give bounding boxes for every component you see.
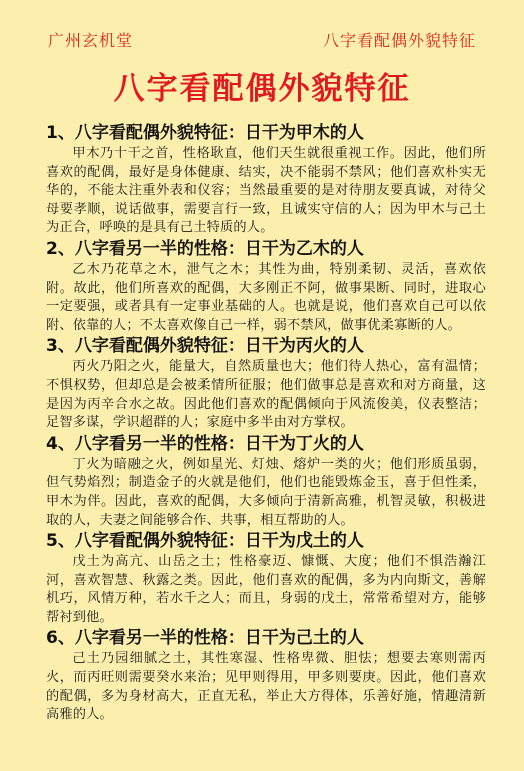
section-heading: 5、八字看配偶外貌特征：日干为戊土的人 (46, 531, 364, 552)
section-heading: 6、八字看另一半的性格：日干为己土的人 (46, 628, 364, 649)
section-body: 己土乃园细腻之土，其性寒湿、性格卑微、胆怯；想要去寒则需丙火，而丙旺则需要癸水来治；见甲则得用，甲多则要庚。因此，他们喜欢的配偶，多为身材高大，正直无私，举止大方得体，乐善好施，情趣清新高雅的人。 (46, 651, 486, 723)
section-bing-fire (46, 335, 486, 432)
section-wu-earth (46, 530, 486, 627)
article-content (46, 122, 486, 725)
section-body: 甲木乃十干之首，性格耿直，他们天生就很重视工作。因此，他们所喜欢的配偶，最好是身体健康、结实，决不能弱不禁风；他们喜欢朴实无华的，不能太注重外表和仪容；当然最重要的是对待朋友要真诚，对待父母要孝顺，说话做事，需要言行一致，且诚实守信的人；因为甲木与己土为正合，呼唤的是具有己土特质的人。 (46, 146, 486, 236)
section-heading: 3、八字看配偶外貌特征：日干为丙火的人 (46, 336, 364, 357)
page-title: 八字看配偶外貌特征 (113, 71, 411, 107)
section-heading: 1、八字看配偶外貌特征：日干为甲木的人 (46, 123, 364, 143)
section-ding-fire (46, 433, 486, 530)
site-name: 广州玄机堂 (48, 31, 134, 50)
section-body: 戊土为高亢、山岳之土；性格豪迈、慷慨、大度；他们不惧浩瀚江河，喜欢智慧、秋露之类。因此，他们喜欢的配偶，多为内向斯文，善解机巧，风情万种，若水千之人；而且，身弱的戊土，常常希望对方，能够帮衬到他。 (46, 554, 486, 625)
header-topic: 八字看配偶外貌特征 (322, 31, 476, 50)
section-heading: 2、八字看另一半的性格：日干为乙木的人 (46, 238, 364, 259)
section-body: 丙火乃阳之火，能量大，自然质量也大；他们待人热心，富有温情；不惧权势，但却总是会被柔情所征服；他们做事总是喜欢和对方商量，这是因为丙辛合水之故。因此他们喜欢的配偶倾向于风流俊美，仪表整洁；足智多谋，学识超群的人；家庭中多半由对方掌权。 (46, 359, 486, 431)
section-body: 丁火为暗融之火，例如星光、灯烛、熔炉一类的火；他们形质虽弱，但气势焰烈；制造金子的火就是他们，他们也能毁炼金玉，喜于但性柔，甲木为伴。因此，喜欢的配偶，大多倾向于清新高雅，机智灵敏，积极进取的人，夫妻之间能够合作、共事，相互帮助的人。 (46, 456, 486, 528)
section-yi-wood (46, 238, 486, 335)
section-jia-wood (46, 122, 486, 238)
section-body: 乙木乃花草之木，泄气之木；其性为曲，特别柔韧、灵活，喜欢依附。故此，他们所喜欢的配偶，大多刚正不阿，做事果断、同时，进取心一定要强，或者具有一定事业基础的人。也就是说，他们喜欢自己可以依附、依靠的人；不太喜欢像自己一样，弱不禁风，做事优柔寡断的人。 (46, 261, 486, 333)
section-ji-earth (46, 627, 486, 724)
section-heading: 4、八字看另一半的性格：日干为丁火的人 (46, 433, 364, 454)
